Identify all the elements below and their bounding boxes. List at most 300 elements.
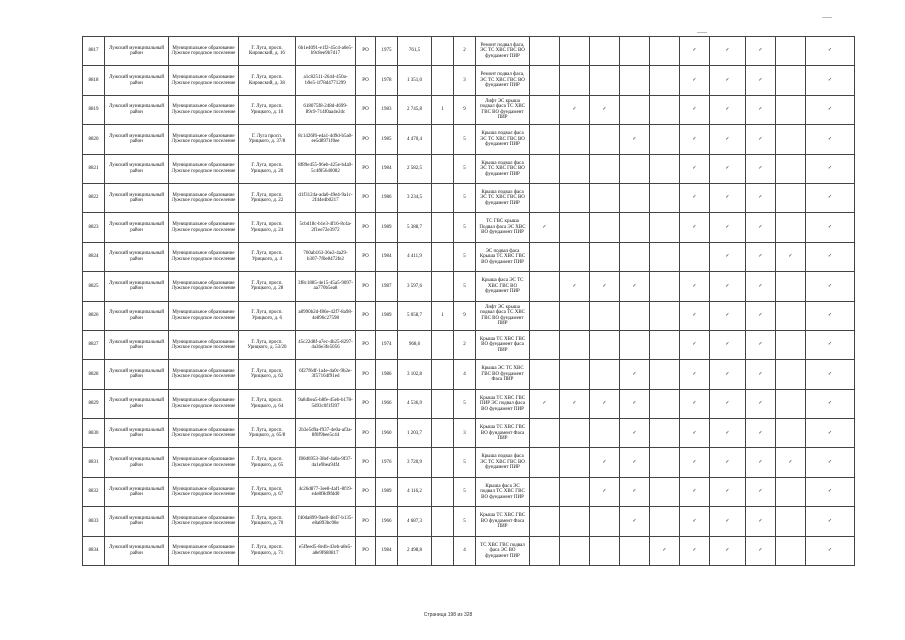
- empty-cell: [590, 419, 620, 448]
- area-cell: 3 597,6: [398, 272, 432, 301]
- empty-cell: [620, 330, 650, 359]
- storeys-cell: 2: [454, 330, 476, 359]
- table-row: [83, 419, 855, 448]
- check-mark-cell: ✓: [620, 419, 650, 448]
- check-mark-cell: ✓: [680, 125, 710, 154]
- area-cell: 2 582,5: [398, 154, 432, 183]
- check-mark-cell: ✓: [746, 37, 776, 66]
- check-mark-cell: ✓: [806, 507, 855, 536]
- elevators-cell: [432, 419, 454, 448]
- settlement-cell: Муниципальное образование Лужское городское поселение: [169, 330, 239, 359]
- row-id: 8826: [83, 301, 105, 330]
- table-row: [83, 301, 855, 330]
- empty-cell: [650, 389, 680, 418]
- type-cell: РО: [356, 154, 376, 183]
- fias-code-cell: f40da899-9ae8-4847-b135-e8a893bc08e: [296, 507, 356, 536]
- table-row: [83, 389, 855, 418]
- empty-cell: [530, 66, 560, 95]
- year-cell: 1986: [376, 183, 398, 212]
- check-mark-cell: ✓: [746, 66, 776, 95]
- works-cell: ЭС подвал фаса Крыша ТС ХВС ГВС ВО фундамент ПИР: [476, 242, 530, 271]
- check-mark-cell: ✓: [746, 507, 776, 536]
- check-mark-cell: ✓: [680, 389, 710, 418]
- row-id: 8829: [83, 389, 105, 418]
- district-cell: Лужский муниципальный район: [105, 272, 169, 301]
- empty-cell: [650, 507, 680, 536]
- type-cell: РО: [356, 125, 376, 154]
- check-mark-cell: ✓: [710, 330, 746, 359]
- storeys-cell: 9: [454, 301, 476, 330]
- fias-code-cell: 6f27f6df-1a4e-4a0c-9b2e-3f57164f91ed: [296, 360, 356, 389]
- empty-cell: [590, 183, 620, 212]
- check-mark-cell: ✓: [746, 389, 776, 418]
- check-mark-cell: ✓: [746, 183, 776, 212]
- storeys-cell: 5: [454, 242, 476, 271]
- year-cell: 1989: [376, 301, 398, 330]
- table-row: [83, 507, 855, 536]
- empty-cell: [530, 419, 560, 448]
- year-cell: 1966: [376, 389, 398, 418]
- table-row: [83, 125, 855, 154]
- settlement-cell: Муниципальное образование Лужское городское поселение: [169, 95, 239, 124]
- row-id: 8823: [83, 213, 105, 242]
- check-mark-cell: ✓: [620, 272, 650, 301]
- address-cell: Г. Луга, просп. Урицкого, д. 70: [239, 507, 296, 536]
- row-id: 8825: [83, 272, 105, 301]
- empty-cell: [620, 213, 650, 242]
- settlement-cell: Муниципальное образование Лужское городское поселение: [169, 213, 239, 242]
- empty-cell: [530, 125, 560, 154]
- area-cell: 5 388,7: [398, 213, 432, 242]
- works-cell: Крыша ТС ХВС ГВС ПИР ЭС подвал фаса ВО фундамент ПИР: [476, 389, 530, 418]
- table-row: [83, 272, 855, 301]
- check-mark-cell: ✓: [710, 66, 746, 95]
- elevators-cell: [432, 536, 454, 565]
- area-cell: 968,6: [398, 330, 432, 359]
- empty-cell: [620, 95, 650, 124]
- check-mark-cell: ✓: [710, 301, 746, 330]
- empty-cell: [650, 154, 680, 183]
- check-mark-cell: ✓: [710, 448, 746, 477]
- empty-cell: [560, 419, 590, 448]
- fias-code-cell: 3f8c1885-4e15-45a5-9097-aa770b5ea8: [296, 272, 356, 301]
- type-cell: РО: [356, 536, 376, 565]
- check-mark-cell: ✓: [806, 272, 855, 301]
- empty-cell: [590, 330, 620, 359]
- type-cell: РО: [356, 66, 376, 95]
- row-id: 8828: [83, 360, 105, 389]
- check-mark-cell: ✓: [710, 272, 746, 301]
- check-mark-cell: ✓: [806, 183, 855, 212]
- area-cell: 1 203,7: [398, 419, 432, 448]
- table-row: [83, 183, 855, 212]
- storeys-cell: 5: [454, 125, 476, 154]
- row-id: 8820: [83, 125, 105, 154]
- empty-cell: [590, 66, 620, 95]
- check-mark-cell: ✓: [590, 477, 620, 506]
- area-cell: 2 498,8: [398, 536, 432, 565]
- settlement-cell: Муниципальное образование Лужское городское поселение: [169, 242, 239, 271]
- district-cell: Лужский муниципальный район: [105, 125, 169, 154]
- check-mark-cell: ✓: [710, 242, 746, 271]
- elevators-cell: [432, 213, 454, 242]
- address-cell: Г. Луга, просп. Урицкого, д. 67: [239, 477, 296, 506]
- elevators-cell: [432, 37, 454, 66]
- address-cell: Г. Луга, просп. Урицкого, д. 64: [239, 389, 296, 418]
- address-cell: Г. Луга, просп. Урицкого, д. 65/8: [239, 419, 296, 448]
- settlement-cell: Муниципальное образование Лужское городское поселение: [169, 37, 239, 66]
- check-mark-cell: ✓: [746, 125, 776, 154]
- housing-register-table: [82, 36, 855, 566]
- fias-code-cell: a8990b2d-f86e-42f7-8a98-4e896c27598: [296, 301, 356, 330]
- settlement-cell: Муниципальное образование Лужское городское поселение: [169, 154, 239, 183]
- check-mark-cell: ✓: [806, 37, 855, 66]
- type-cell: РО: [356, 330, 376, 359]
- empty-cell: [560, 330, 590, 359]
- check-mark-cell: ✓: [710, 154, 746, 183]
- type-cell: РО: [356, 242, 376, 271]
- empty-cell: [650, 183, 680, 212]
- district-cell: Лужский муниципальный район: [105, 330, 169, 359]
- empty-cell: [620, 66, 650, 95]
- check-mark-cell: ✓: [680, 360, 710, 389]
- check-mark-cell: ✓: [806, 419, 855, 448]
- check-mark-cell: ✓: [680, 477, 710, 506]
- year-cell: 1978: [376, 66, 398, 95]
- type-cell: РО: [356, 272, 376, 301]
- year-cell: 1983: [376, 95, 398, 124]
- storeys-cell: 9: [454, 95, 476, 124]
- check-mark-cell: ✓: [806, 360, 855, 389]
- row-id: 8818: [83, 66, 105, 95]
- page-footer: Страница 198 из 328: [423, 612, 473, 618]
- works-cell: Крыша ТС ХВС ГВС ВО фундамент Фаса ПИР: [476, 419, 530, 448]
- check-mark-cell: ✓: [620, 477, 650, 506]
- empty-cell: [530, 477, 560, 506]
- check-mark-cell: ✓: [746, 95, 776, 124]
- empty-cell: [530, 242, 560, 271]
- check-mark-cell: ✓: [530, 389, 560, 418]
- type-cell: РО: [356, 389, 376, 418]
- check-mark-cell: ✓: [680, 213, 710, 242]
- works-cell: ТС ГВС крыша Подвал фаса ЭС ХВС ВО фундамент ПИР: [476, 213, 530, 242]
- district-cell: Лужский муниципальный район: [105, 154, 169, 183]
- type-cell: РО: [356, 448, 376, 477]
- area-cell: 3 234,5: [398, 183, 432, 212]
- check-mark-cell: ✓: [746, 419, 776, 448]
- district-cell: Лужский муниципальный район: [105, 507, 169, 536]
- fias-code-cell: f80d6953-38ef-4a0a-9f37-4a1e9bea94f4: [296, 448, 356, 477]
- district-cell: Лужский муниципальный район: [105, 536, 169, 565]
- fias-code-cell: 9a84bea5-b8fe-45eb-b178-5d93c0f1f397: [296, 389, 356, 418]
- empty-cell: [650, 66, 680, 95]
- empty-cell: [590, 360, 620, 389]
- address-cell: Г. Луга, просп. Урицкого, д. 71: [239, 536, 296, 565]
- check-mark-cell: ✓: [680, 536, 710, 565]
- settlement-cell: Муниципальное образование Лужское городское поселение: [169, 301, 239, 330]
- check-mark-cell: ✓: [776, 242, 806, 271]
- empty-cell: [650, 477, 680, 506]
- settlement-cell: Муниципальное образование Лужское городское поселение: [169, 66, 239, 95]
- check-mark-cell: ✓: [620, 507, 650, 536]
- check-mark-cell: ✓: [560, 95, 590, 124]
- address-cell: Г. Луга, просп. Урицкого, д. 28: [239, 272, 296, 301]
- storeys-cell: 5: [454, 477, 476, 506]
- works-cell: Крыша фаса ЭС подвал ТС ХВС ГВС ВО фундамент ПИР: [476, 477, 530, 506]
- check-mark-cell: ✓: [746, 536, 776, 565]
- row-id: 8822: [83, 183, 105, 212]
- district-cell: Лужский муниципальный район: [105, 448, 169, 477]
- empty-cell: [560, 477, 590, 506]
- address-cell: Г. Луга, просп. Урицкого, д. 4: [239, 242, 296, 271]
- year-cell: 1989: [376, 213, 398, 242]
- check-mark-cell: ✓: [710, 536, 746, 565]
- row-id: 8827: [83, 330, 105, 359]
- row-id: 8834: [83, 536, 105, 565]
- check-mark-cell: ✓: [806, 95, 855, 124]
- fias-code-cell: 618075f8-248d-4699-89c9-714f0aa4e2dc: [296, 95, 356, 124]
- type-cell: РО: [356, 360, 376, 389]
- check-mark-cell: ✓: [710, 477, 746, 506]
- elevators-cell: [432, 448, 454, 477]
- elevators-cell: [432, 507, 454, 536]
- storeys-cell: 5: [454, 389, 476, 418]
- area-cell: 3 102,8: [398, 360, 432, 389]
- empty-cell: [776, 95, 806, 124]
- check-mark-cell: ✓: [710, 419, 746, 448]
- address-cell: Г. Луга, просп. Кировский, д. 16: [239, 37, 296, 66]
- check-mark-cell: ✓: [620, 125, 650, 154]
- check-mark-cell: ✓: [806, 213, 855, 242]
- storeys-cell: 5: [454, 183, 476, 212]
- check-mark-cell: ✓: [776, 448, 806, 477]
- address-cell: Г. Луга, просп. Урицкого, д. 53/20: [239, 330, 296, 359]
- settlement-cell: Муниципальное образование Лужское городское поселение: [169, 507, 239, 536]
- empty-cell: [530, 37, 560, 66]
- check-mark-cell: ✓: [680, 448, 710, 477]
- empty-cell: [590, 301, 620, 330]
- empty-cell: [650, 272, 680, 301]
- storeys-cell: 5: [454, 507, 476, 536]
- check-mark-cell: ✓: [560, 389, 590, 418]
- area-cell: 4 116,2: [398, 477, 432, 506]
- settlement-cell: Муниципальное образование Лужское городское поселение: [169, 448, 239, 477]
- empty-cell: [650, 125, 680, 154]
- empty-cell: [650, 360, 680, 389]
- year-cell: 1987: [376, 272, 398, 301]
- empty-cell: [530, 536, 560, 565]
- fias-code-cell: 8c1426f6-e4a1-4d9d-b5a0-ee5d8971f0ee: [296, 125, 356, 154]
- row-id: 8831: [83, 448, 105, 477]
- works-cell: Крыша подвал фаса ЭС ТС ХВС ГВС ВО фундамент ПИР: [476, 125, 530, 154]
- year-cell: 1975: [376, 37, 398, 66]
- check-mark-cell: ✓: [746, 360, 776, 389]
- check-mark-cell: ✓: [806, 477, 855, 506]
- check-mark-cell: ✓: [710, 507, 746, 536]
- check-mark-cell: ✓: [620, 360, 650, 389]
- works-cell: Крыша ЭС ТС ХВС ГВС ВО фундамент Фаса ПИР: [476, 360, 530, 389]
- check-mark-cell: ✓: [746, 477, 776, 506]
- check-mark-cell: ✓: [806, 242, 855, 271]
- check-mark-cell: ✓: [680, 37, 710, 66]
- empty-cell: [590, 125, 620, 154]
- year-cell: 1984: [376, 536, 398, 565]
- check-mark-cell: ✓: [590, 389, 620, 418]
- district-cell: Лужский муниципальный район: [105, 37, 169, 66]
- fias-code-cell: a1c82511-2644-450a-b9e5-1f78d4771299: [296, 66, 356, 95]
- empty-cell: [560, 448, 590, 477]
- year-cell: 1984: [376, 242, 398, 271]
- works-cell: Крыша подвал фаса ЭС ТС ХВС ГВС ВО фундамент ПИР: [476, 154, 530, 183]
- year-cell: 1985: [376, 125, 398, 154]
- storeys-cell: 2: [454, 37, 476, 66]
- address-cell: Г. Луга, просп. Урицкого, д. 24: [239, 213, 296, 242]
- row-id: 8819: [83, 95, 105, 124]
- check-mark-cell: ✓: [530, 213, 560, 242]
- table-row: [83, 360, 855, 389]
- check-mark-cell: ✓: [746, 242, 776, 271]
- storeys-cell: 4: [454, 360, 476, 389]
- year-cell: 1974: [376, 330, 398, 359]
- empty-cell: [650, 95, 680, 124]
- check-mark-cell: ✓: [746, 330, 776, 359]
- elevators-cell: [432, 125, 454, 154]
- storeys-cell: 3: [454, 66, 476, 95]
- check-mark-cell: ✓: [746, 154, 776, 183]
- empty-cell: [650, 37, 680, 66]
- check-mark-cell: ✓: [710, 95, 746, 124]
- check-mark-cell: ✓: [806, 448, 855, 477]
- settlement-cell: Муниципальное образование Лужское городское поселение: [169, 419, 239, 448]
- elevators-cell: [432, 66, 454, 95]
- settlement-cell: Муниципальное образование Лужское городское поселение: [169, 272, 239, 301]
- elevators-cell: [432, 272, 454, 301]
- works-cell: Крыша ТС ХВС ГВС ВО фундамент Фаса ПИР: [476, 507, 530, 536]
- district-cell: Лужский муниципальный район: [105, 301, 169, 330]
- elevators-cell: [432, 389, 454, 418]
- empty-cell: [776, 536, 806, 565]
- year-cell: 1976: [376, 448, 398, 477]
- empty-cell: [590, 536, 620, 565]
- storeys-cell: 5: [454, 154, 476, 183]
- address-cell: Г. Луга, просп. Урицкого, д. 6: [239, 301, 296, 330]
- district-cell: Лужский муниципальный район: [105, 360, 169, 389]
- fias-code-cell: 760ab163-36e2-4a29-b307-7f0e8472fe2: [296, 242, 356, 271]
- table-row: [83, 477, 855, 506]
- table-row: [83, 66, 855, 95]
- empty-cell: [530, 448, 560, 477]
- empty-cell: [620, 242, 650, 271]
- check-mark-cell: ✓: [620, 389, 650, 418]
- empty-cell: [560, 301, 590, 330]
- settlement-cell: Муниципальное образование Лужское городское поселение: [169, 125, 239, 154]
- empty-cell: [650, 301, 680, 330]
- empty-cell: [650, 242, 680, 271]
- address-cell: Г. Луга, просп. Урицкого, д. 65: [239, 448, 296, 477]
- area-cell: 4 411,9: [398, 242, 432, 271]
- check-mark-cell: ✓: [710, 213, 746, 242]
- check-mark-cell: ✓: [680, 154, 710, 183]
- type-cell: РО: [356, 37, 376, 66]
- district-cell: Лужский муниципальный район: [105, 95, 169, 124]
- area-cell: 4 536,9: [398, 389, 432, 418]
- empty-cell: [590, 507, 620, 536]
- fias-code-cell: 6b1e4091-e1f2-45c4-a0e5-b9c8ee9b7d17: [296, 37, 356, 66]
- address-cell: Г. Луга, просп. Урицкого, д. 20: [239, 154, 296, 183]
- empty-cell: [776, 419, 806, 448]
- check-mark-cell: ✓: [710, 37, 746, 66]
- settlement-cell: Муниципальное образование Лужское городское поселение: [169, 183, 239, 212]
- elevators-cell: [432, 242, 454, 271]
- address-cell: Г. Луга, просп. Урицкого, д. 22: [239, 183, 296, 212]
- row-id: 8832: [83, 477, 105, 506]
- district-cell: Лужский муниципальный район: [105, 477, 169, 506]
- elevators-cell: [432, 330, 454, 359]
- fias-code-cell: 4c26d877-3ee8-4af1-8f19-e4e8f8d9fdd0: [296, 477, 356, 506]
- check-mark-cell: ✓: [806, 125, 855, 154]
- year-cell: 1989: [376, 477, 398, 506]
- storeys-cell: 5: [454, 213, 476, 242]
- area-cell: 2 745,8: [398, 95, 432, 124]
- district-cell: Лужский муниципальный район: [105, 183, 169, 212]
- empty-cell: [776, 477, 806, 506]
- empty-cell: [650, 213, 680, 242]
- settlement-cell: Муниципальное образование Лужское городское поселение: [169, 360, 239, 389]
- settlement-cell: Муниципальное образование Лужское городское поселение: [169, 389, 239, 418]
- empty-cell: [776, 507, 806, 536]
- district-cell: Лужский муниципальный район: [105, 66, 169, 95]
- row-id: 8824: [83, 242, 105, 271]
- table-row: [83, 330, 855, 359]
- year-cell: 1960: [376, 419, 398, 448]
- empty-cell: [650, 448, 680, 477]
- works-cell: Крыша ТС ХВС ГВС ВО фундамент фаса ПИР: [476, 330, 530, 359]
- type-cell: РО: [356, 301, 376, 330]
- storeys-cell: 5: [454, 448, 476, 477]
- check-mark-cell: ✓: [680, 301, 710, 330]
- empty-cell: [530, 154, 560, 183]
- area-cell: 761,5: [398, 37, 432, 66]
- type-cell: РО: [356, 507, 376, 536]
- empty-cell: [776, 154, 806, 183]
- table-row: [83, 95, 855, 124]
- check-mark-cell: ✓: [806, 389, 855, 418]
- empty-cell: [620, 154, 650, 183]
- area-cell: 3 720,9: [398, 448, 432, 477]
- empty-cell: [560, 507, 590, 536]
- empty-cell: [620, 183, 650, 212]
- district-cell: Лужский муниципальный район: [105, 213, 169, 242]
- empty-cell: [530, 360, 560, 389]
- check-mark-cell: ✓: [680, 419, 710, 448]
- district-cell: Лужский муниципальный район: [105, 242, 169, 271]
- type-cell: РО: [356, 213, 376, 242]
- empty-cell: [530, 272, 560, 301]
- row-id: 8821: [83, 154, 105, 183]
- check-mark-cell: ✓: [590, 448, 620, 477]
- empty-cell: [530, 95, 560, 124]
- year-cell: 1986: [376, 360, 398, 389]
- check-mark-cell: ✓: [680, 95, 710, 124]
- type-cell: РО: [356, 95, 376, 124]
- empty-cell: [590, 37, 620, 66]
- check-mark-cell: ✓: [680, 272, 710, 301]
- check-mark-cell: ✓: [650, 536, 680, 565]
- address-cell: Г. Луга, просп. Урицкого, д. 10: [239, 95, 296, 124]
- works-cell: Крыша фаса ЭС ТС ХВС ГВС ВО фундамент ПИР: [476, 272, 530, 301]
- works-cell: Лифт ЭС крыша подвал фаса ТС ХВС ГВС ВО фундамент ПИР: [476, 95, 530, 124]
- table-row: [83, 37, 855, 66]
